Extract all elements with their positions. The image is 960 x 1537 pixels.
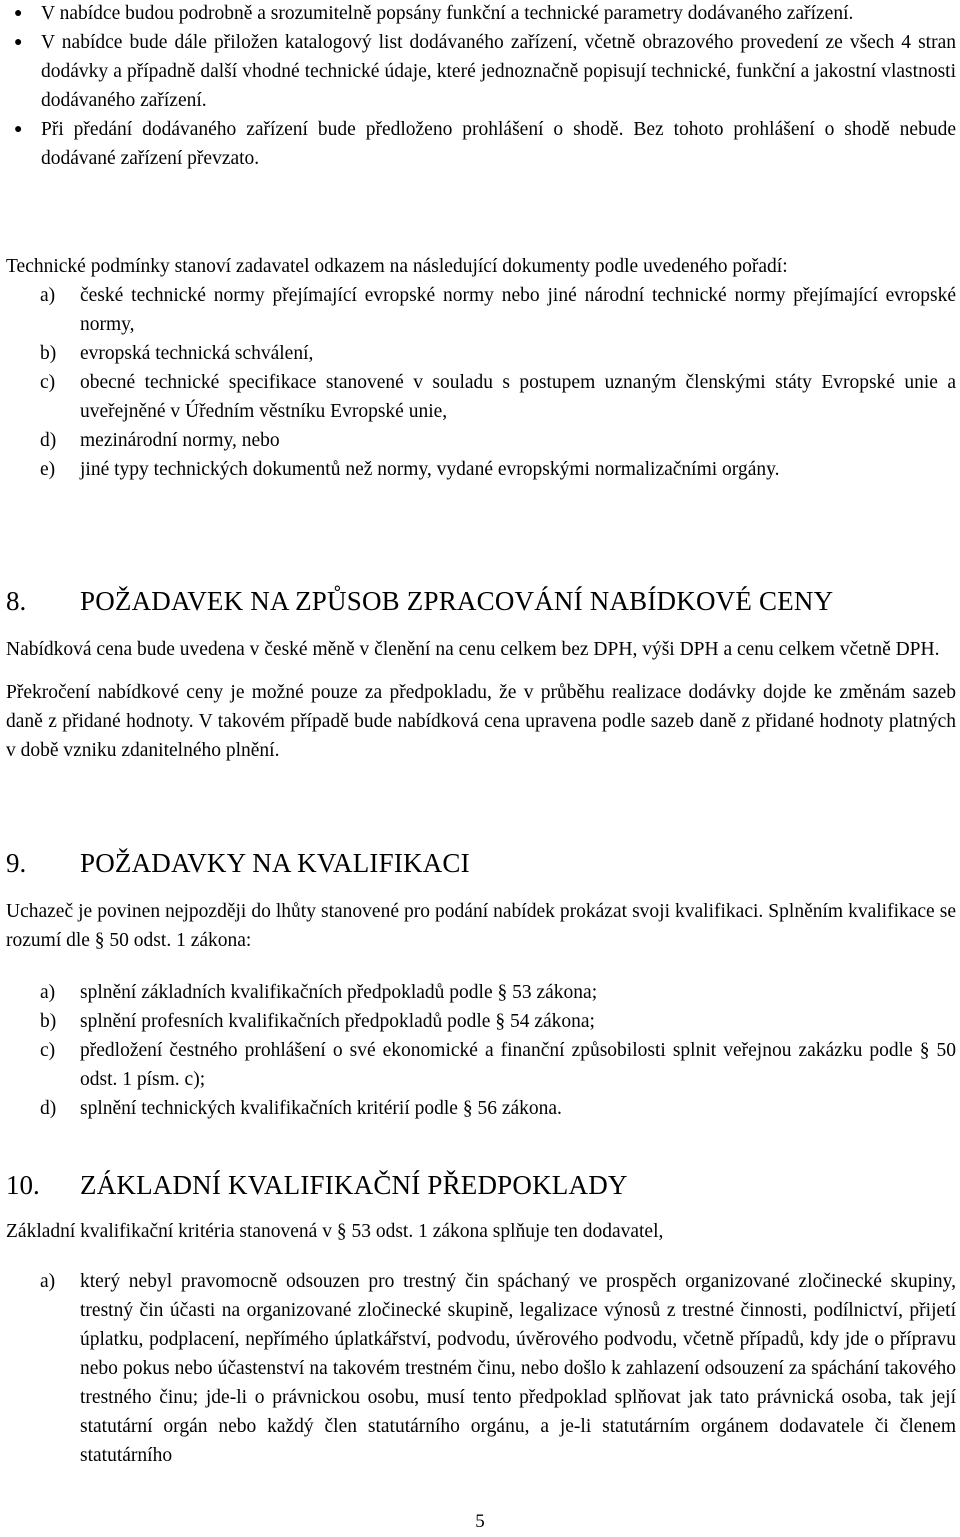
list-item: a) splnění základních kvalifikačních předpokladů podle § 53 zákona; xyxy=(40,982,598,1003)
list-item: c) obecné technické specifikace stanovené v souladu s postupem uznaným členskými státy Evropské unie a uveřejněné v Úředním věstníku Evropské unie, xyxy=(40,372,956,422)
bullet-item: ● V nabídce budou podrobně a srozumitelně popsány funkční a technické parametry dodávaného zařízení. xyxy=(6,0,956,28)
list-item: b) splnění profesních kvalifikačních předpokladů podle § 54 zákona; xyxy=(40,1011,595,1032)
bullet-icon: ● xyxy=(14,6,23,21)
criteria-list xyxy=(6,1267,956,1470)
section-heading: 9. POŽADAVKY NA KVALIFIKACI xyxy=(6,848,470,878)
tech-conditions xyxy=(6,252,956,484)
list-item: a) české technické normy přejímající evropské normy nebo jiné národní technické normy přejímající evropské normy, xyxy=(40,285,956,335)
list-item: a) který nebyl pravomocně odsouzen pro trestný čin spáchaný ve prospěch organizované zločinecké skupiny, trestný čin účasti na organizované zločinecké skupině, legalizace výnosů z trestné činnosti, podílnictví, přijetí úplatku, podplacení, nepřímého úplatkářství, podvodu, úvěrového podvodu, včetně případů, kdy jde o přípravu nebo pokus nebo účastenství na takovém trestném činu, nebo došlo k zahlazení odsouzení za spáchání takového trestného činu; jde-li o právnickou osobu, musí tento předpoklad splňovat jak tato právnická osoba, tak její statutární orgán nebo každý člen statutárního orgánu, a je-li statutárním orgánem dodavatele či členem statutárního xyxy=(40,1271,956,1466)
page-number: 5 xyxy=(475,1511,485,1532)
bullet-item: ● V nabídce bude dále přiložen katalogový list dodávaného zařízení, včetně obrazového provedení ze všech 4 stran dodávky a případně další vhodné technické údaje, které jednoznačně popisují technické, funkční a jakostní vlastnosti dodávaného zařízení. xyxy=(6,28,956,115)
paragraph: Překročení nabídkové ceny je možné pouze za předpokladu, že v průběhu realizace dodávky dojde ke změnám sazeb daně z přidané hodnoty. V takovém případě bude nabídková cena upravena podle sazeb daně z přidané hodnoty platných v době vzniku zdanitelného plnění. xyxy=(6,682,956,761)
list-item: d) mezinárodní normy, nebo xyxy=(40,430,280,451)
bullet-list xyxy=(6,0,956,173)
list-item: e) jiné typy technických dokumentů než normy, vydané evropskými normalizačními orgány. xyxy=(40,459,780,480)
section-9 xyxy=(6,845,956,1123)
tech-conditions-list xyxy=(6,281,956,484)
section-8 xyxy=(6,583,956,765)
tech-conditions-intro: Technické podmínky stanoví zadavatel odkazem na následující dokumenty podle uvedeného pořadí: xyxy=(6,256,788,277)
bullet-item: ● Při předání dodávaného zařízení bude předloženo prohlášení o shodě. Bez tohoto prohlášení o shodě nebude dodávané zařízení převzato. xyxy=(6,115,956,173)
section-heading: 10. ZÁKLADNÍ KVALIFIKAČNÍ PŘEDPOKLADY xyxy=(6,1170,628,1200)
section-heading: 8. POŽADAVEK NA ZPŮSOB ZPRACOVÁNÍ NABÍDKOVÉ CENY xyxy=(6,586,834,616)
paragraph: Uchazeč je povinen nejpozději do lhůty stanovené pro podání nabídek prokázat svoji kvalifikaci. Splněním kvalifikace se rozumí dle § 50 odst. 1 zákona: xyxy=(6,901,956,951)
qualification-list xyxy=(6,978,956,1123)
list-item: b) evropská technická schválení, xyxy=(40,343,314,364)
bullet-section xyxy=(6,0,956,174)
section-10 xyxy=(6,1167,956,1470)
bullet-icon: ● xyxy=(14,35,23,50)
paragraph: Nabídková cena bude uvedena v české měně v členění na cenu celkem bez DPH, výši DPH a cenu celkem včetně DPH. xyxy=(6,639,940,660)
paragraph: Základní kvalifikační kritéria stanovená v § 53 odst. 1 zákona splňuje ten dodavatel, xyxy=(6,1221,664,1242)
list-item: c) předložení čestného prohlášení o své ekonomické a finanční způsobilosti splnit veřejnou zakázku podle § 50 odst. 1 písm. c); xyxy=(40,1040,956,1090)
list-item: d) splnění technických kvalifikačních kritérií podle § 56 zákona. xyxy=(40,1098,562,1119)
bullet-icon: ● xyxy=(14,122,23,137)
